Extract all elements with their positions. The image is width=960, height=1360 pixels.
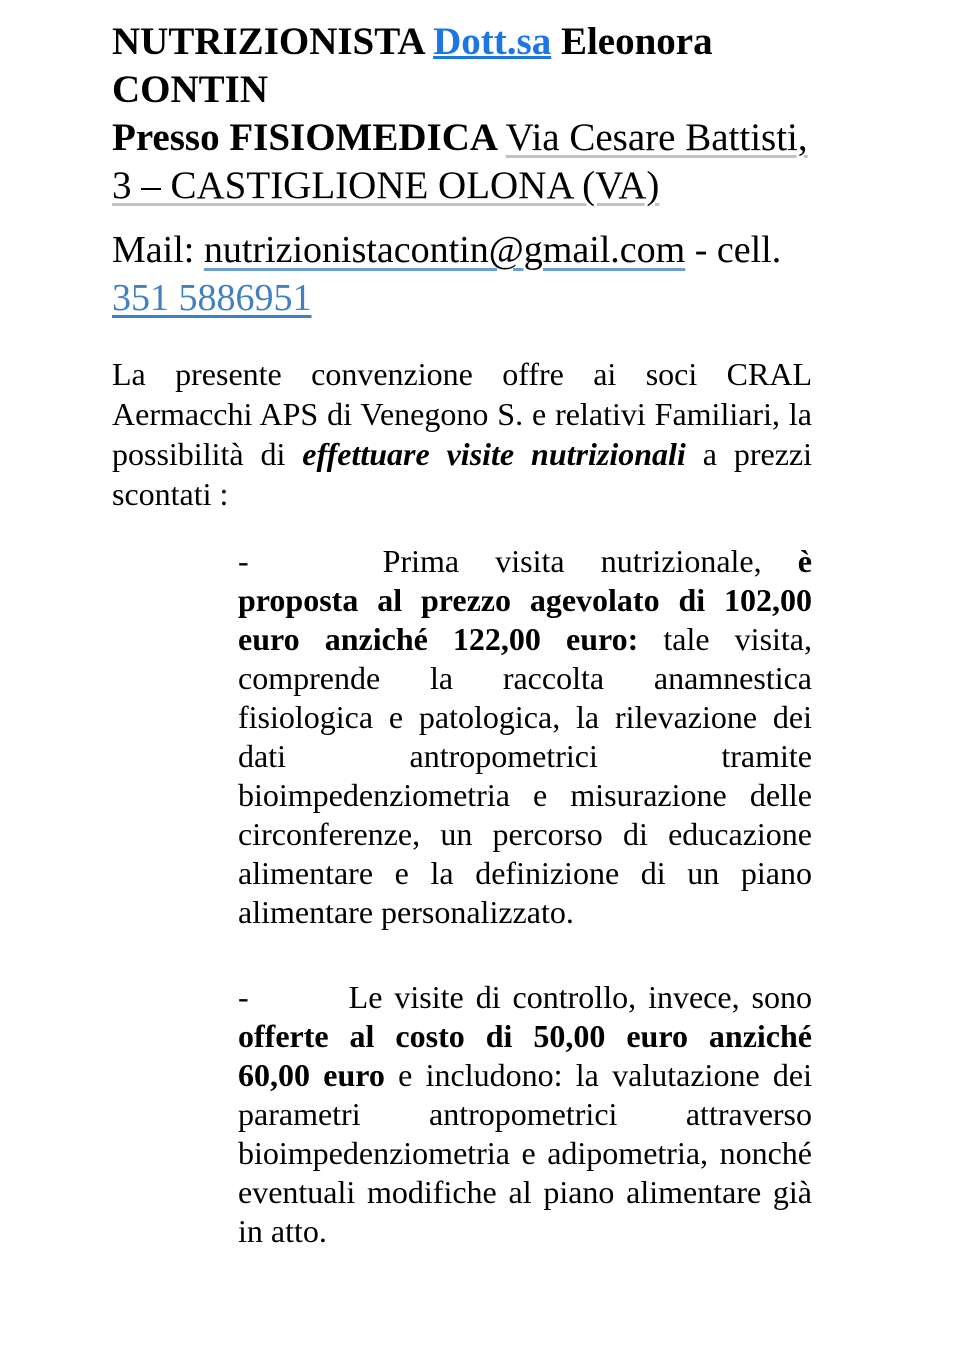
phone-link[interactable]: 351 5886951 [112, 277, 312, 319]
address-part-1: Via Cesare Battisti, [505, 116, 808, 159]
contact-line [112, 226, 812, 322]
document-title [112, 18, 812, 114]
bullet-first-visit [238, 542, 812, 932]
title-prefix: NUTRIZIONISTA [112, 20, 434, 63]
title-suffix: Eleonora [551, 20, 713, 63]
title-line-1 [112, 20, 713, 63]
bullet-1-lead: Prima visita nutrizionale, [382, 543, 798, 579]
bullet-checkup-visits [238, 978, 812, 1251]
presso-label: Presso FISIOMEDICA [112, 116, 506, 159]
mail-label: Mail: [112, 229, 204, 271]
bullet-1-rest: tale visita, comprende la raccolta anamnestica fisiologica e patologica, la rilevazione dei dati antropometrici tramite bioimpedenziometria e misurazione delle circonferenze, un percorso di educazione alimentare e la definizione di un piano alimentare personalizzato. [238, 621, 813, 930]
title-line-2: CONTIN [112, 68, 269, 111]
address-part-2: 3 – CASTIGLIONE OLONA (VA) [112, 164, 660, 207]
bullet-marker: - [238, 979, 249, 1015]
dottsa-link[interactable]: Dott.sa [433, 20, 552, 63]
cell-label: - cell. [685, 229, 782, 271]
bullet-2-lead: Le visite di controllo, invece, sono [348, 979, 812, 1015]
bullet-1-bold-price: è proposta al prezzo agevolato di 102,00 euro anziché 122,00 euro: [238, 543, 812, 657]
intro-paragraph [112, 354, 812, 514]
bullet-2-rest: e includono: la valutazione dei parametri antropometrici attraverso bioimpedenziometria e adipometria, nonché eventuali modifiche al piano alimentare già in atto. [238, 1057, 813, 1249]
bullet-2-bold-price: offerte al costo di 50,00 euro anziché 60,00 euro [238, 1018, 812, 1093]
intro-text-before: La presente convenzione offre ai soci CRAL Aermacchi APS di Venegono S. e relativi Familiari, la possibilità di [112, 356, 812, 472]
tab-spacer [249, 1007, 349, 1008]
practice-location [112, 114, 812, 210]
contact-line-1 [112, 229, 781, 271]
tab-spacer [249, 571, 383, 572]
bullet-marker: - [238, 543, 249, 579]
intro-text-after: a prezzi scontati : [112, 436, 812, 512]
email-link[interactable]: nutrizionistacontin@gmail.com [203, 229, 686, 271]
intro-emphasis: effettuare visite nutrizionali [302, 436, 686, 472]
location-line-1 [112, 116, 808, 159]
